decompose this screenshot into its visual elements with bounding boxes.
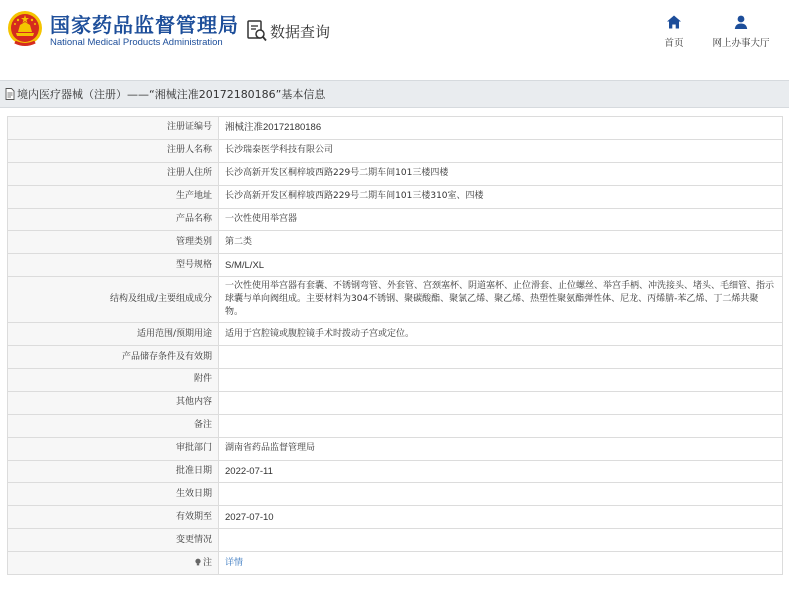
row-value: 湘械注准20172180186: [219, 117, 783, 140]
row-value: 第二类: [219, 231, 783, 254]
row-value: 适用于宫腔镜或腹腔镜手术时拨动子宫或定位。: [219, 323, 783, 346]
data-query-icon: [246, 19, 268, 43]
record-title-bar: [0, 80, 789, 108]
row-label: 附件: [8, 369, 219, 392]
row-value: 2027-07-10: [219, 506, 783, 529]
nav-home-label: 首页: [664, 38, 684, 49]
row-label: 结构及组成/主要组成成分: [8, 277, 219, 323]
table-row: [8, 254, 783, 277]
row-value: [219, 369, 783, 392]
table-row: [8, 346, 783, 369]
table-row: [8, 506, 783, 529]
table-row: [8, 391, 783, 414]
row-label: 批准日期: [8, 460, 219, 483]
bulb-icon: [194, 558, 202, 566]
document-icon: [5, 88, 15, 100]
row-label: 注册人住所: [8, 162, 219, 185]
row-label: 注册人名称: [8, 139, 219, 162]
row-label: 审批部门: [8, 437, 219, 460]
row-label: 变更情况: [8, 529, 219, 552]
org-name-en: National Medical Products Administration: [50, 37, 223, 48]
national-emblem-icon: [7, 9, 43, 49]
row-label: 其他内容: [8, 391, 219, 414]
org-name-cn: 国家药品监督管理局: [50, 13, 239, 37]
row-value: 湖南省药品监督管理局: [219, 437, 783, 460]
row-label: 备注: [8, 414, 219, 437]
row-label: 生产地址: [8, 185, 219, 208]
row-value: 长沙瑞泰医学科技有限公司: [219, 139, 783, 162]
table-row: [8, 139, 783, 162]
registration-detail-table: [7, 116, 783, 575]
site-header: [0, 0, 789, 68]
user-icon: [733, 14, 749, 30]
table-row: [8, 117, 783, 140]
table-row: [8, 529, 783, 552]
record-title: 境内医疗器械（注册）——“湘械注准20172180186”基本信息: [17, 88, 326, 101]
row-label: 适用范围/预期用途: [8, 323, 219, 346]
data-query-label: 数据查询: [270, 22, 331, 41]
row-label: 生效日期: [8, 483, 219, 506]
row-value: [219, 414, 783, 437]
table-row: [8, 460, 783, 483]
data-query-link[interactable]: [246, 18, 330, 44]
table-row: [8, 208, 783, 231]
table-row: [8, 277, 783, 323]
table-row: [8, 483, 783, 506]
row-value: [219, 346, 783, 369]
row-value: 长沙高新开发区桐梓坡西路229号二期车间101三楼310室、四楼: [219, 185, 783, 208]
nav-online-service[interactable]: [710, 14, 772, 49]
table-row: [8, 437, 783, 460]
table-row: [8, 369, 783, 392]
row-value: 2022-07-11: [219, 460, 783, 483]
row-label: 管理类别: [8, 231, 219, 254]
row-value: [219, 483, 783, 506]
row-label: 型号规格: [8, 254, 219, 277]
row-value: [219, 277, 783, 323]
table-row: [8, 231, 783, 254]
row-value: S/M/L/XL: [219, 254, 783, 277]
row-value: [219, 529, 783, 552]
nav-online-label: 网上办事大厅: [712, 38, 770, 49]
row-label: 产品名称: [8, 208, 219, 231]
table-row: [8, 185, 783, 208]
nav-home[interactable]: [660, 14, 688, 49]
row-label: 注册证编号: [8, 117, 219, 140]
row-value: [219, 552, 783, 575]
row-value-text: 一次性使用举宫器有套囊、不锈钢弯管、外套管、宫颈塞杯、阴道塞杯、止位滑套、止位螺丝、举宫手柄、冲洗接头、堵头、毛细管、指示球囊与单向阀组成。主要材料为304不锈钢、聚碳酸酯、聚氯乙烯、聚乙烯、热塑性聚氨酯弹性体、尼龙、丙烯腈-苯乙烯、丁二烯共聚物。: [225, 281, 775, 318]
row-label: 产品储存条件及有效期: [8, 346, 219, 369]
note-label: 注: [202, 557, 212, 568]
table-row: [8, 323, 783, 346]
row-label: [8, 552, 219, 575]
row-label: 有效期至: [8, 506, 219, 529]
table-row: [8, 552, 783, 575]
row-value: [219, 391, 783, 414]
row-value: 长沙高新开发区桐梓坡西路229号二期车间101三楼四楼: [219, 162, 783, 185]
table-row: [8, 414, 783, 437]
table-row: [8, 162, 783, 185]
row-value: 一次性使用举宫器: [219, 208, 783, 231]
home-icon: [666, 14, 682, 30]
details-link[interactable]: 详情: [225, 557, 244, 568]
